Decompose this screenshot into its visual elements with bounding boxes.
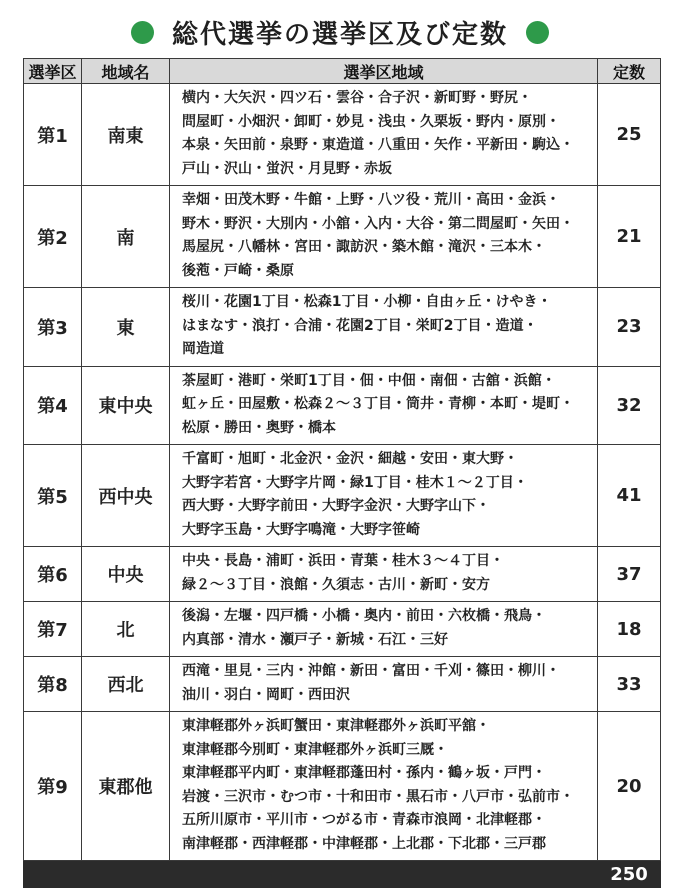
total-row [24, 861, 661, 888]
region-line: 馬屋尻・八幡林・宮田・諏訪沢・築木館・滝沢・三本木・ [182, 239, 546, 255]
district-table [23, 58, 661, 888]
region-list [170, 186, 598, 288]
region-line: 千富町・旭町・北金沢・金沢・細越・安田・東大野・ [182, 451, 518, 467]
table-row [24, 84, 661, 186]
district-number: 第3 [24, 288, 82, 367]
page-title-bar [0, 12, 680, 52]
seat-count: 18 [598, 602, 661, 657]
region-line: 幸畑・田茂木野・牛館・上野・八ツ役・荒川・高田・金浜・ [182, 192, 560, 208]
seat-count: 37 [598, 547, 661, 602]
table-row [24, 657, 661, 712]
region-line: 中央・長島・浦町・浜田・青葉・桂木３～４丁目・ [182, 553, 504, 569]
region-line: 野木・野沢・大別内・小舘・入内・大谷・第二問屋町・矢田・ [182, 215, 574, 232]
region-line: 東津軽郡外ヶ浜町蟹田・東津軽郡外ヶ浜町平舘・ [182, 718, 490, 734]
seat-count: 25 [598, 84, 661, 186]
region-line: 後萢・戸崎・桑原 [182, 262, 294, 279]
area-name: 南東 [82, 84, 170, 186]
area-name: 西中央 [82, 445, 170, 547]
table-row [24, 288, 661, 367]
region-line: 虹ヶ丘・田屋敷・松森２～３丁目・筒井・青柳・本町・堤町・ [182, 396, 574, 412]
region-list [170, 84, 598, 186]
district-number: 第6 [24, 547, 82, 602]
green-dot-right-icon [526, 21, 549, 44]
header-regions: 選挙区地域 [170, 59, 598, 84]
table-row [24, 547, 661, 602]
total-blank-cell [24, 861, 82, 888]
region-line: 問屋町・小畑沢・卸町・妙見・浅虫・久栗坂・野内・原別・ [182, 113, 560, 130]
area-name: 東郡他 [82, 712, 170, 861]
table-body [24, 84, 661, 888]
total-blank-cell [82, 861, 170, 888]
region-line: 茶屋町・港町・栄町1丁目・佃・中佃・南佃・古舘・浜館・ [182, 372, 556, 389]
district-number: 第1 [24, 84, 82, 186]
region-line: 松原・勝田・奥野・橋本 [182, 419, 336, 436]
table-row [24, 712, 661, 861]
area-name: 東中央 [82, 366, 170, 445]
area-name: 南 [82, 186, 170, 288]
table-row [24, 445, 661, 547]
region-list [170, 288, 598, 367]
region-line: 緑２～３丁目・浪館・久須志・古川・新町・安方 [182, 576, 490, 593]
seat-count: 32 [598, 366, 661, 445]
region-line: 本泉・矢田前・泉野・東造道・八重田・矢作・平新田・駒込・ [182, 137, 574, 153]
region-line: 東津軽郡今別町・東津軽郡外ヶ浜町三厩・ [182, 741, 448, 758]
table-row [24, 602, 661, 657]
table-row [24, 366, 661, 445]
district-number: 第7 [24, 602, 82, 657]
page-title: 総代選挙の選挙区及び定数 [171, 19, 508, 50]
seat-count: 33 [598, 657, 661, 712]
seat-count: 23 [598, 288, 661, 367]
area-name: 西北 [82, 657, 170, 712]
region-line: 後潟・左堰・四戸橋・小橋・奥内・前田・六枚橋・飛鳥・ [182, 608, 546, 624]
table-row [24, 186, 661, 288]
region-list [170, 366, 598, 445]
region-line: 大野字若宮・大野字片岡・緑1丁目・桂木１～２丁目・ [182, 474, 528, 491]
total-blank-cell [170, 861, 598, 888]
header-seats: 定数 [598, 59, 661, 84]
area-name: 中央 [82, 547, 170, 602]
region-line: 西滝・里見・三内・沖館・新田・富田・千刈・篠田・柳川・ [182, 663, 560, 679]
region-line: 内真部・清水・瀬戸子・新城・石江・三好 [182, 631, 448, 648]
region-line: 五所川原市・平川市・つがる市・青森市浪岡・北津軽郡・ [182, 812, 546, 828]
district-number: 第9 [24, 712, 82, 861]
region-line: 南津軽郡・西津軽郡・中津軽郡・上北郡・下北郡・三戸郡 [182, 835, 546, 852]
seat-count: 21 [598, 186, 661, 288]
region-list [170, 602, 598, 657]
region-list [170, 445, 598, 547]
region-line: 油川・羽白・岡町・西田沢 [182, 686, 350, 703]
area-name: 東 [82, 288, 170, 367]
region-list [170, 547, 598, 602]
region-list [170, 712, 598, 861]
district-number: 第4 [24, 366, 82, 445]
region-line: 桜川・花園1丁目・松森1丁目・小柳・自由ヶ丘・けやき・ [182, 294, 552, 310]
header-district: 選挙区 [24, 59, 82, 84]
region-line: 大野字玉島・大野字鳴滝・大野字笹崎 [182, 521, 420, 538]
seat-count: 41 [598, 445, 661, 547]
region-line: はまなす・浪打・合浦・花園2丁目・栄町2丁目・造道・ [182, 317, 538, 334]
region-line: 岡造道 [182, 341, 224, 357]
region-line: 岩渡・三沢市・むつ市・十和田市・黒石市・八戸市・弘前市・ [182, 788, 574, 805]
region-line: 戸山・沢山・蛍沢・月見野・赤坂 [182, 160, 392, 177]
district-number: 第2 [24, 186, 82, 288]
seat-count: 20 [598, 712, 661, 861]
green-dot-left-icon [131, 21, 154, 44]
region-line: 東津軽郡平内町・東津軽郡蓬田村・孫内・鶴ヶ坂・戸門・ [182, 765, 546, 781]
table-header-row [24, 59, 661, 84]
header-area: 地域名 [82, 59, 170, 84]
district-number: 第8 [24, 657, 82, 712]
total-seat-count: 250 [598, 861, 661, 888]
area-name: 北 [82, 602, 170, 657]
region-line: 西大野・大野字前田・大野字金沢・大野字山下・ [182, 498, 490, 514]
region-list [170, 657, 598, 712]
region-line: 横内・大矢沢・四ツ石・雲谷・合子沢・新町野・野尻・ [182, 90, 532, 106]
district-number: 第5 [24, 445, 82, 547]
